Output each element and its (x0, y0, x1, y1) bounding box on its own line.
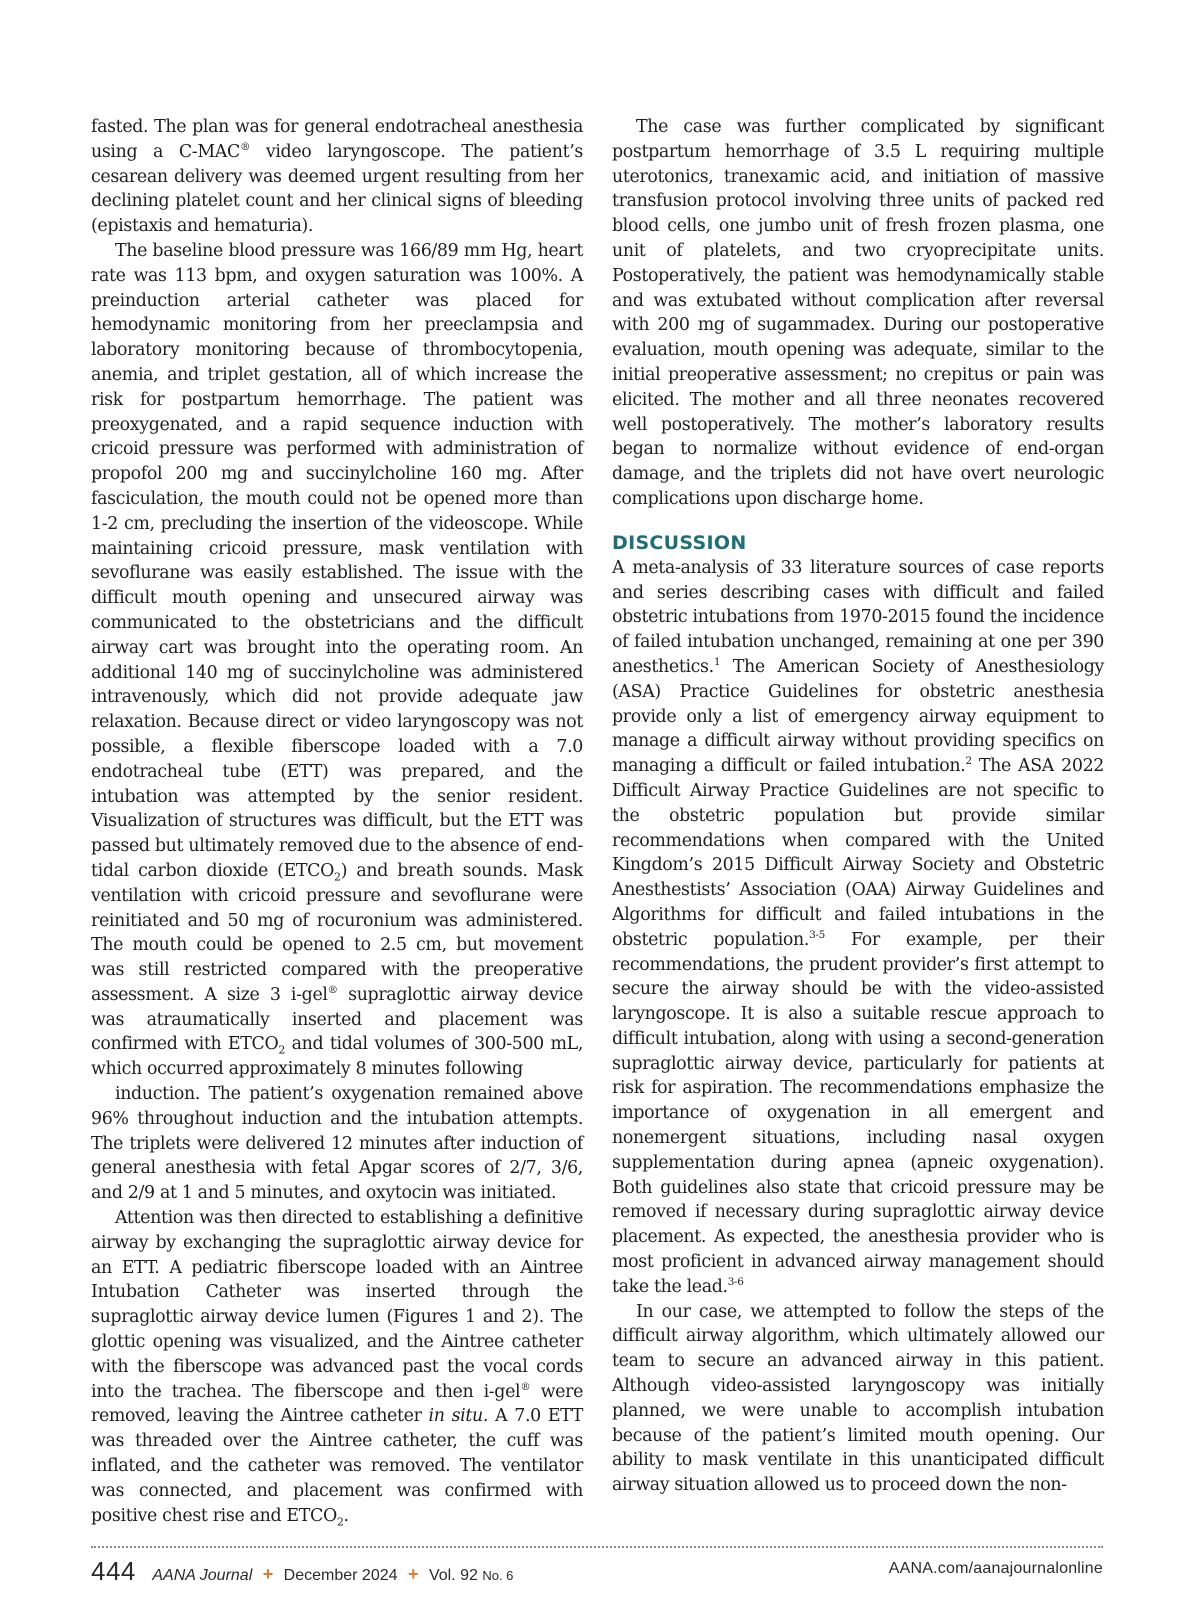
separator-plus-icon: + (262, 1564, 274, 1584)
citation-ref: 1 (713, 656, 721, 669)
citation-ref: 2 (965, 755, 972, 768)
registered-mark: ® (520, 1380, 531, 1393)
paragraph: In our case, we attempted to follow the steps of the difficult airway algorithm, which ultimately allowed our team to secure an advanced airway in this patient. Although video-assisted laryngoscopy was initially planned, we were unable to accomplish intubation because of the patient’s limited mouth opening. Our ability to mask ventilate in this unanticipated difficult airway situation allowed us to proceed down the non- (612, 1301, 1104, 1496)
registered-mark: ® (239, 141, 251, 153)
subscript: 2 (278, 1043, 286, 1057)
text-run: Attention was then directed to establishing a definitive airway by exchanging the supraglottic airway device for an ETT. A pediatric fiberscope loaded with an Aintree Intubation Catheter was inserted through the supraglottic airway device lumen (Figures 1 and 2). The glottic opening was visualized, and the Aintree catheter with the fiberscope was advanced past the vocal cords into the trachea. The fiberscope and then i-gel (91, 1208, 583, 1402)
paragraph: The case was further complicated by significant postpartum hemorrhage of 3.5 L requiring multiple uterotonics, tranexamic acid, and initiation of massive transfusion protocol involving three units of packed red blood cells, one jumbo unit of fresh frozen plasma, one unit of platelets, and two cryoprecipitate units. Postoperatively, the patient was hemodynamically stable and was extubated without complication after reversal with 200 mg of sugammadex. During our postoperative evaluation, mouth opening was adequate, similar to the initial preoperative assessment; no crepitus or pain was elicited. The mother and all three neonates recovered well postoperatively. The mother’s laboratory results began to normalize without evidence of end-organ damage, and the triplets did not have overt neurologic complications upon discharge home. (612, 117, 1104, 509)
registered-mark: ® (327, 984, 338, 997)
text-run: and tidal volumes of 300-500 mL, which occurred approximately 8 minutes following (91, 1034, 583, 1080)
text-run: A 7.0 ETT was threaded over the Aintree catheter, the cuff was inflated, and the catheter was removed. The ventilator was connected, and placement was confirmed with positive chest rise and ETCO (91, 1406, 583, 1526)
text-run: The American Society of Anesthesiology (ASA) Practice Guidelines for obstetric anesthesia provide only a list of emergency airway equipment to manage a difficult airway without providing specifics on managing a difficult or failed intubation. (612, 656, 1104, 777)
issue-date: December 2024 (283, 1567, 398, 1584)
page-footer (91, 1556, 1103, 1586)
paragraph (91, 239, 583, 1082)
subscript: 2 (336, 1515, 344, 1529)
paragraph (91, 115, 583, 239)
text-run: supraglottic airway device was atraumatically inserted and placement was confirmed with ETCO (91, 984, 584, 1055)
paragraph: induction. The patient’s oxygenation remained above 96% throughout induction and the intubation attempts. The triplets were delivered 12 minutes after induction of general anesthesia with fetal Apgar scores of 2/7, 3/6, and 2/9 at 1 and 5 minutes, and oxytocin was initiated. (91, 1084, 583, 1204)
issue-number: No. 6 (482, 1568, 514, 1583)
text-run: ) and breath sounds. Mask ventilation with cricoid pressure and sevoflurane were reinitiated and 50 mg of rocuronium was administered. The mouth could be opened to 2.5 cm, but movement was still restricted compared with the preoperative assessment. A size 3 i-gel (91, 860, 583, 1005)
paragraph (612, 556, 1104, 1300)
volume: Vol. 92 (428, 1567, 478, 1584)
text-run: were removed, leaving the Aintree catheter (91, 1381, 584, 1427)
text-run: fasted. The plan was for general endotracheal anesthesia using a C-MAC (91, 117, 583, 162)
text-run: The baseline blood pressure was 166/89 mm Hg, heart rate was 113 bpm, and oxygen saturation was 100%. A preinduction arterial catheter was placed for hemodynamic monitoring from her preeclampsia and laboratory monitoring because of thrombocytopenia, anemia, and triplet gestation, all of which increase the risk for postpartum hemorrhage. The patient was preoxygenated, and a rapid sequence induction with cricoid pressure was performed with administration of propofol 200 mg and succinylcholine 160 mg. After fasciculation, the mouth could not be opened more than 1-2 cm, precluding the insertion of the videoscope. While maintaining cricoid pressure, mask ventilation with sevoflurane was easily established. The issue with the difficult mouth opening and unsecured airway was communicated to the obstetricians and the difficult airway cart was brought into the operating room. An additional 140 mg of succinylcholine was administered intravenously, which did not provide adequate jaw relaxation. Because direct or video laryngoscopy was not possible, a flexible fiberscope loaded with a 7.0 endotracheal tube (ETT) was prepared, and the intubation was attempted by the senior resident. Visualization of structures was difficult, but the ETT was passed but ultimately removed due to the absence of end-tidal carbon dioxide (ETCO (91, 240, 583, 881)
subscript: 2 (334, 870, 341, 884)
right-column (612, 115, 1104, 1498)
journal-website[interactable]: AANA.com/aanajournalonline (888, 1560, 1103, 1577)
citation-ref: 3-6 (727, 1276, 744, 1289)
citation-ref: 3-5 (809, 928, 825, 941)
text-run: . (343, 1505, 349, 1526)
page-number: 444 (91, 1556, 136, 1586)
left-column (91, 115, 583, 1528)
text-run: video laryngoscope. The patient’s cesarean delivery was deemed urgent resulting from her declining platelet count and her clinical signs of bleeding (epistaxis and hematuria). (91, 141, 583, 237)
text-run: The ASA 2022 Difficult Airway Practice Guidelines are not specific to the obstetric population but provide similar recommendations when compared with the United Kingdom’s 2015 Difficult Airway Society and Obstetric Anesthestists’ Association (OAA) Airway Guidelines and Algorithms for difficult and failed intubations in the obstetric population. (612, 756, 1104, 950)
italic-term: in situ. (428, 1406, 489, 1427)
text-run: A meta-analysis of 33 literature sources of case reports and series describing cases with difficult and failed obstetric intubations from 1970-2015 found the incidence of failed intubation unchanged, remaining at one per 390 anesthetics. (612, 557, 1104, 677)
separator-plus-icon: + (407, 1564, 419, 1584)
paragraph (91, 1206, 583, 1528)
section-heading: DISCUSSION (612, 531, 747, 554)
journal-name: AANA Journal (152, 1567, 253, 1584)
text-run: For example, per their recommendations, the prudent provider’s first attempt to secure the airway should be with the video-assisted laryngoscope. It is also a suitable rescue approach to difficult intubation, along with using a second-generation supraglottic airway device, particularly for patients at risk for aspiration. The recommendations emphasize the importance of oxygenation in all emergent and nonemergent situations, including nasal oxygen supplementation during apnea (apneic oxygenation). Both guidelines also state that cricoid pressure may be removed if necessary during supraglottic airway device placement. As expected, the anesthesia provider who is most proficient in advanced airway management should take the lead. (612, 929, 1105, 1297)
footer-citation (91, 1556, 513, 1587)
footer-divider (91, 1546, 1103, 1548)
